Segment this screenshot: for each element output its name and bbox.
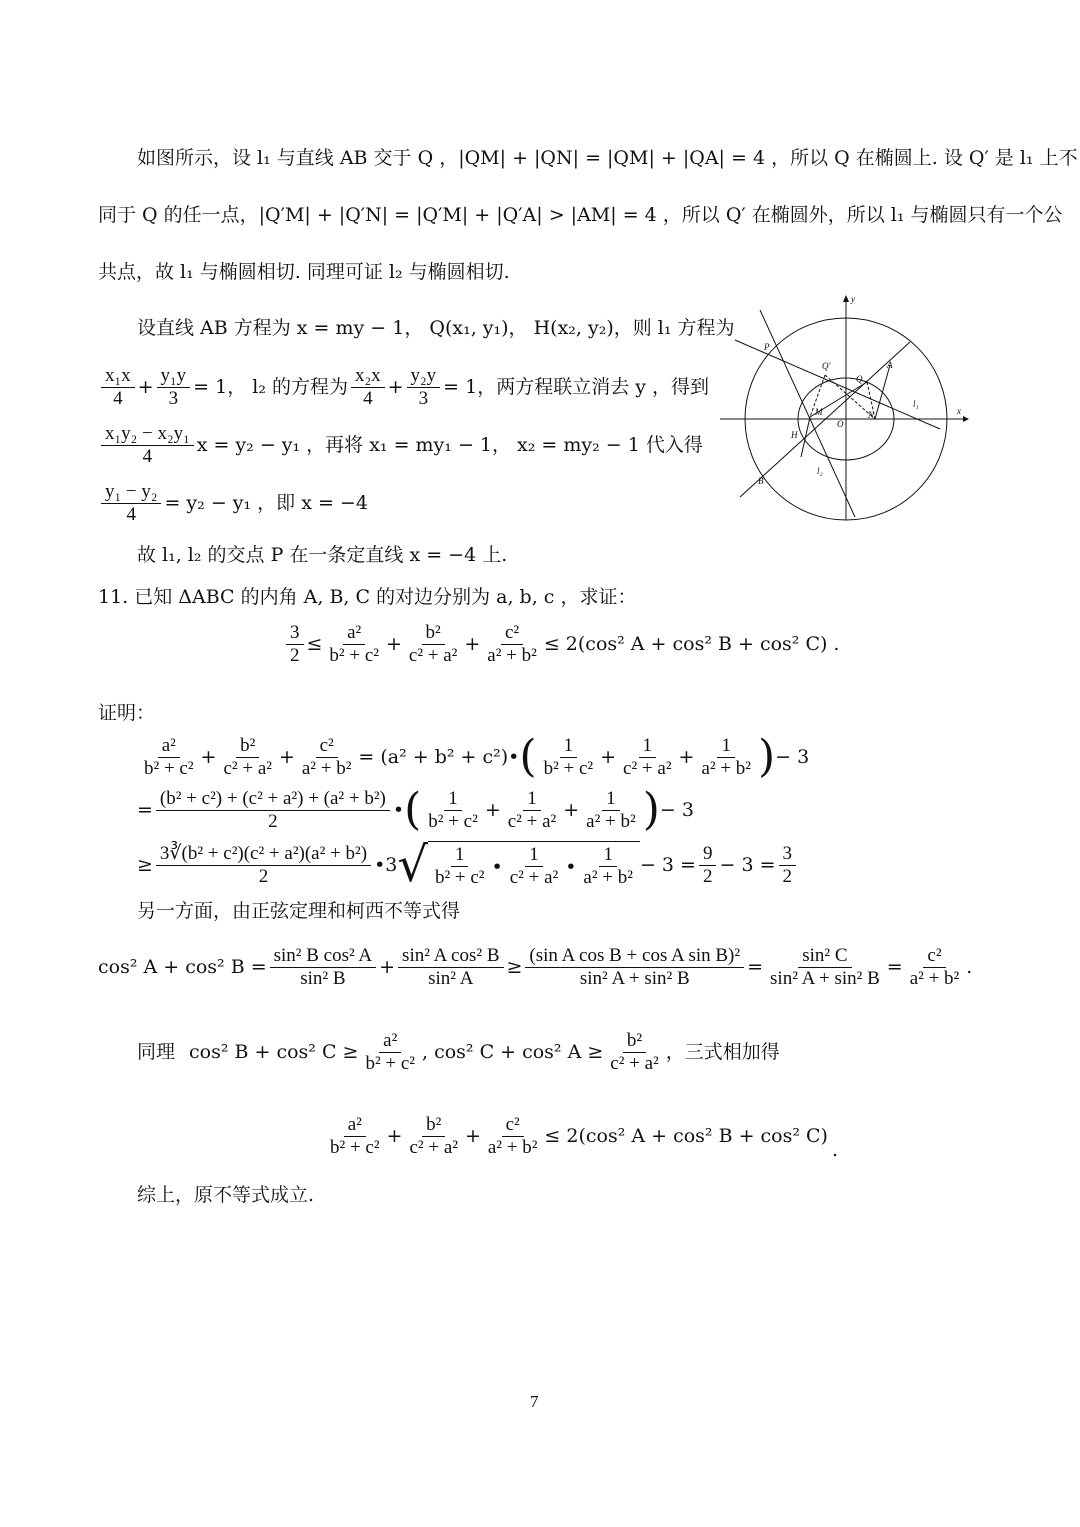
x-axis-arrow bbox=[963, 416, 969, 422]
fraction: $\frac{\text{x₂x}}{4}$ bbox=[351, 365, 385, 410]
fraction: $\frac{\text{a²}}{\text{b² + c²}}$ bbox=[329, 621, 379, 666]
line-na bbox=[875, 365, 890, 419]
proof-row1: $\frac{\text{a²}}{\text{b² + c²}}$ + $\frac{\text{b²}}{\text{c² + a²}}$ + $\frac{\text{c²}}{\text{a² + b²}}$ = (a² + b² + c²)• ( $\frac{1}{\text{b² + c²}}$ + $\frac{1}{\text{c² + a²}}$ + $\frac{1}{\text{a² + b²}}$ ) − 3 bbox=[137, 731, 809, 783]
label-O: O bbox=[837, 419, 844, 429]
fraction: $\frac{3}{2}$ bbox=[286, 622, 304, 667]
fraction: $\frac{\text{sin² C}}{\text{sin² A + sin² B}}$ bbox=[770, 944, 880, 989]
fraction: $\frac{\text{x₁y₂ − x₂y₁}}{4}$ bbox=[101, 423, 194, 468]
para2-line1: 设直线 AB 方程为 x = my − 1， Q(x₁, y₁)， H(x₂, y₂)，则 l₁ 方程为 bbox=[137, 317, 735, 339]
fraction: $\frac{1}{\text{c² + a²}}$ bbox=[507, 787, 557, 832]
ellipse-tangent-figure bbox=[715, 292, 970, 522]
fraction: $\frac{\text{c²}}{\text{a² + b²}}$ bbox=[909, 944, 960, 989]
fraction: $\frac{\text{c²}}{\text{a² + b²}}$ bbox=[487, 621, 537, 666]
fraction: $\frac{\text{sin² B cos² A}}{\text{sin² B}}$ bbox=[270, 945, 377, 990]
label-Q: Q bbox=[856, 374, 863, 384]
label-H: H bbox=[791, 430, 798, 440]
fraction: $\frac{\text{a²}}{\text{b² + c²}}$ bbox=[144, 734, 194, 779]
para2-eq2: $\frac{\text{x₁y₂ − x₂y₁}}{4}$ x = y₂ − y₁ ，再将 x₁ = my₁ − 1， x₂ = my₂ − 1 代入得 bbox=[98, 420, 703, 470]
fraction: $\frac{\text{3∛(b² + c²)(c² + a²)(a² + b²)}}{2}$ bbox=[156, 843, 371, 888]
fraction: $\frac{\text{c²}}{\text{a² + b²}}$ bbox=[487, 1113, 538, 1158]
fraction: $\frac{\text{y₂y}}{3}$ bbox=[407, 365, 441, 410]
fraction: $\frac{1}{\text{c² + a²}}$ bbox=[623, 734, 672, 779]
label-l2: l₂ bbox=[817, 466, 823, 476]
label-x: x bbox=[957, 406, 961, 416]
fraction: $\frac{\text{c²}}{\text{a² + b²}}$ bbox=[301, 734, 352, 779]
problem11-statement: 11. 已知 ΔABC 的内角 A, B, C 的对边分别为 a, b, c ，求证： bbox=[98, 586, 637, 608]
proof-final-inequality: $\frac{\text{a²}}{\text{b² + c²}}$ + $\frac{\text{b²}}{\text{c² + a²}}$ + $\frac{\text{c²}}{\text{a² + b²}}$ ≤ 2(cos² A + cos² B + cos² C) . bbox=[323, 1108, 838, 1164]
fraction: $\frac{1}{\text{a² + b²}}$ bbox=[583, 844, 633, 888]
proof-conclusion: 综上，原不等式成立. bbox=[137, 1184, 315, 1206]
para2-conclusion: 故 l₁, l₂ 的交点 P 在一条定直线 x = −4 上. bbox=[137, 544, 508, 566]
fraction: $\frac{\text{x₁x}}{4}$ bbox=[101, 365, 135, 410]
fraction: $\frac{\text{y₁y}}{3}$ bbox=[157, 365, 191, 410]
proof-row2: = $\frac{\text{(b² + c²) + (c² + a²) + (a² + b²)}}{2}$ • ( $\frac{1}{\text{b² + c²}}$ + $\frac{1}{\text{c² + a²}}$ + $\frac{1}{\text{a² + b²}}$ ) − 3 bbox=[137, 784, 694, 835]
fraction: $\frac{1}{\text{a² + b²}}$ bbox=[586, 787, 636, 832]
fraction: $\frac{1}{\text{a² + b²}}$ bbox=[701, 734, 751, 779]
label-B: B bbox=[758, 476, 764, 486]
para2-eq1: $\frac{\text{x₁x}}{4}$ + $\frac{\text{y₁y}}{3}$ = 1， l₂ 的方程为 $\frac{\text{x₂x}}{4}$ + $\frac{\text{y₂y}}{3}$ = 1，两方程联立消去 y ，得到 bbox=[98, 362, 709, 412]
problem11-inequality: $\frac{3}{2}$ ≤ $\frac{\text{a²}}{\text{b² + c²}}$ + $\frac{\text{b²}}{\text{c² + a²}}$ + $\frac{\text{c²}}{\text{a² + b²}}$ ≤ 2(cos² A + cos² B + cos² C) . bbox=[283, 616, 839, 672]
label-Qp: Q′ bbox=[822, 361, 831, 371]
fraction: $\frac{\text{b²}}{\text{c² + a²}}$ bbox=[409, 1113, 458, 1158]
proof-other: 另一方面，由正弦定理和柯西不等式得 bbox=[137, 900, 461, 922]
fraction: $\frac{1}{\text{b² + c²}}$ bbox=[428, 787, 478, 832]
fraction: $\frac{1}{\text{b² + c²}}$ bbox=[434, 844, 485, 888]
proof-similar: 同理 cos² B + cos² C ≥ $\frac{\text{a²}}{\text{b² + c²}}$ , cos² C + cos² A ≥ $\frac{\text{b²}}{\text{c² + a²}}$ ，三式相加得 bbox=[137, 1029, 780, 1074]
label-P: P bbox=[764, 342, 770, 352]
fraction: $\frac{\text{b²}}{\text{c² + a²}}$ bbox=[408, 621, 458, 666]
fraction: $\frac{\text{sin² A cos² B}}{\text{sin² A}}$ bbox=[398, 945, 503, 990]
fraction: $\frac{\text{b²}}{\text{c² + a²}}$ bbox=[610, 1029, 659, 1074]
label-A: A bbox=[887, 360, 893, 370]
fraction: $\frac{\text{b²}}{\text{c² + a²}}$ bbox=[223, 734, 272, 779]
fraction: $\frac{\text{y₁ − y₂}}{4}$ bbox=[101, 481, 161, 526]
label-N: N bbox=[868, 410, 875, 420]
y-axis-arrow bbox=[843, 295, 849, 302]
page-number: 7 bbox=[530, 1392, 539, 1411]
para1-line1: 如图所示，设 l₁ 与直线 AB 交于 Q ，|QM| + |QN| = |QM| + |QA| = 4 ，所以 Q 在椭圆上. 设 Q′ 是 l₁ 上不 bbox=[137, 147, 1078, 169]
cube-root: √ $\frac{1}{\text{b² + c²}}$ • $\frac{1}{\text{c² + a²}}$ • $\frac{1}{\text{a² + b²}}$ bbox=[397, 841, 640, 889]
fraction: $\frac{3}{2}$ bbox=[779, 843, 797, 888]
fraction: $\frac{\text{a²}}{\text{b² + c²}}$ bbox=[365, 1029, 415, 1074]
fraction: $\frac{1}{\text{b² + c²}}$ bbox=[543, 734, 594, 779]
label-M: M bbox=[815, 407, 823, 417]
label-l1: l₁ bbox=[913, 399, 919, 409]
fraction: $\frac{1}{\text{c² + a²}}$ bbox=[509, 844, 559, 888]
para2-eq3: $\frac{\text{y₁ − y₂}}{4}$ = y₂ − y₁ ，即 x = −4 bbox=[98, 478, 368, 528]
line-l1 bbox=[735, 340, 940, 429]
para1-line3: 共点，故 l₁ 与椭圆相切. 同理可证 l₂ 与椭圆相切. bbox=[98, 261, 510, 283]
label-y: y bbox=[851, 294, 855, 304]
line-l2 bbox=[760, 310, 855, 517]
proof-row3: ≥ $\frac{\text{3∛(b² + c²)(c² + a²)(a² + b²)}}{2}$ •3 √ $\frac{1}{\text{b² + c²}}$ • $\frac{1}{\text{c² + a²}}$ • $\frac{1}{\text{a² + b²}}$ − 3 = $\frac{9}{2}$ − 3 = $\frac{3}{2}$ bbox=[137, 838, 799, 892]
proof-label: 证明： bbox=[98, 702, 156, 724]
fraction: $\frac{\text{(sin A cos B + cos A sin B)²}}{\text{sin² A + sin² B}}$ bbox=[525, 945, 744, 990]
fraction: $\frac{\text{(b² + c²) + (c² + a²) + (a² + b²)}}{2}$ bbox=[156, 788, 390, 833]
fraction: $\frac{9}{2}$ bbox=[699, 843, 717, 888]
proof-cauchy: cos² A + cos² B = $\frac{\text{sin² B cos² A}}{\text{sin² B}}$ + $\frac{\text{sin² A cos² B}}{\text{sin² A}}$ ≥ $\frac{\text{(sin A cos B + cos A sin B)²}}{\text{sin² A + sin² B}}$ = $\frac{\text{sin² C}}{\text{sin² A + sin² B}}$ = $\frac{\text{c²}}{\text{a² + b²}}$ . bbox=[98, 944, 973, 989]
para1-line2: 同于 Q 的任一点，|Q′M| + |Q′N| = |Q′M| + |Q′A| > |AM| = 4 ，所以 Q′ 在椭圆外，所以 l₁ 与椭圆只有一个公 bbox=[98, 204, 1063, 226]
fraction: $\frac{\text{a²}}{\text{b² + c²}}$ bbox=[330, 1113, 380, 1158]
